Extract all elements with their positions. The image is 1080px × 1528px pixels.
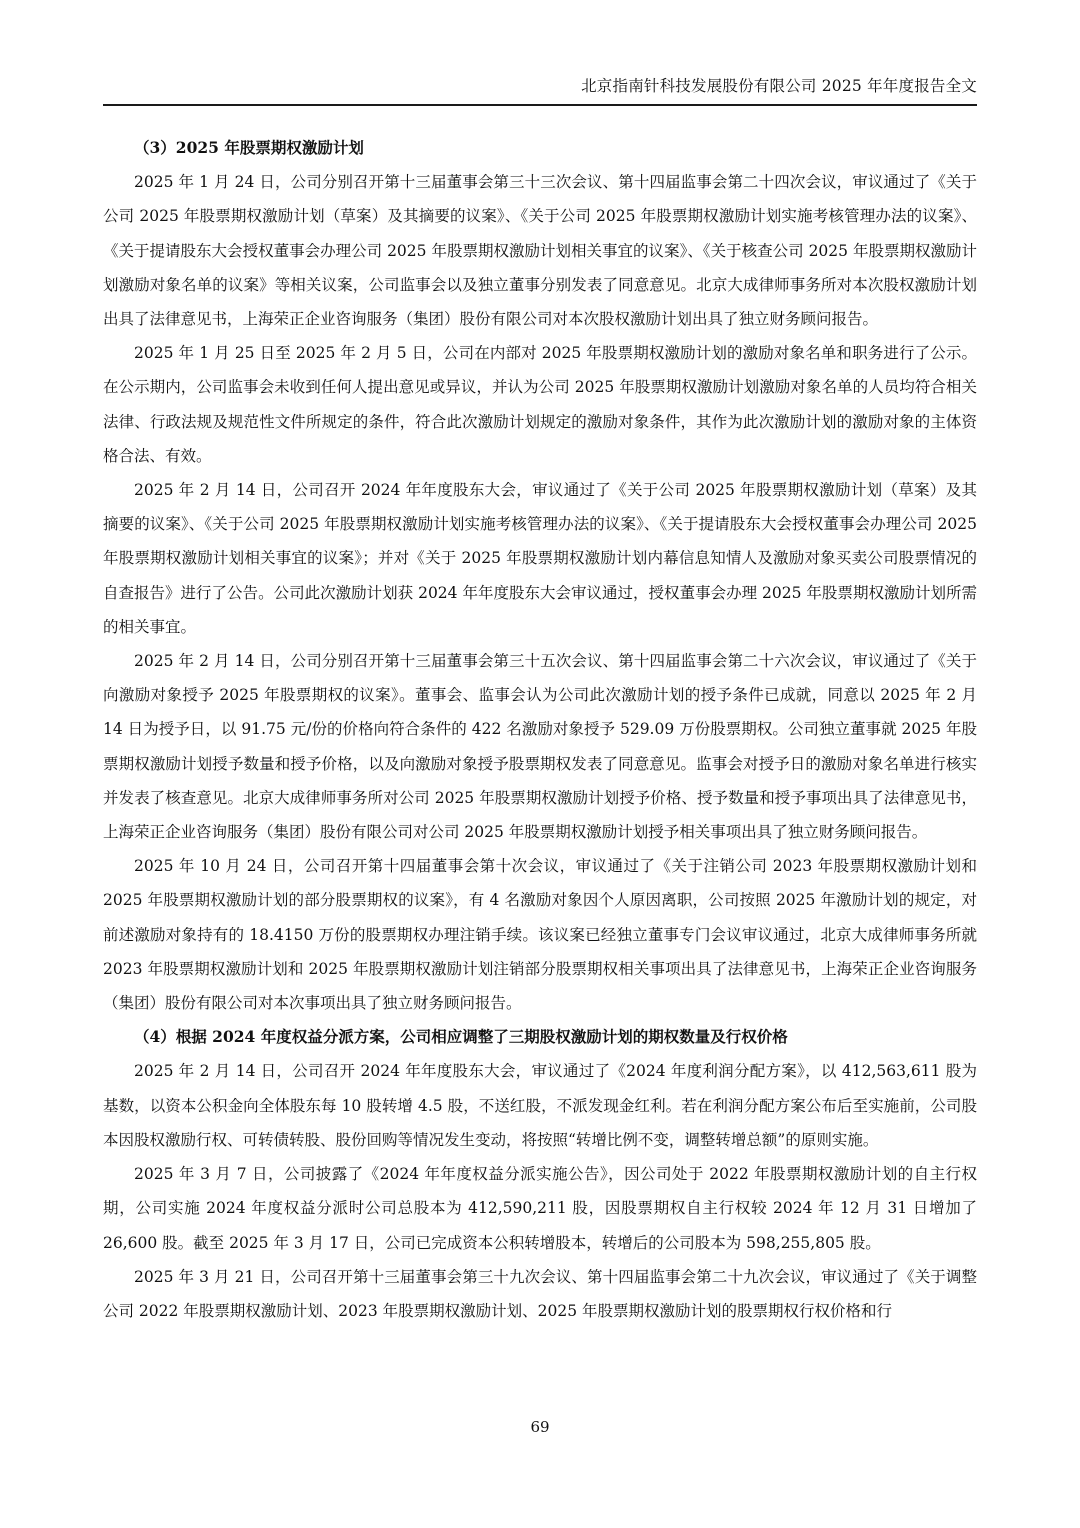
paragraph: 2025 年 3 月 21 日，公司召开第十三届董事会第三十九次会议、第十四届监事会第二十九次会议，审议通过了《关于调整公司 2022 年股票期权激励计划、2023 年股票期权激励计划、2025 年股票期权激励计划的股票期权行权价格和行 bbox=[103, 1267, 977, 1320]
page-number: 69 bbox=[530, 1418, 550, 1436]
paragraph: 2025 年 2 月 14 日，公司分别召开第十三届董事会第三十五次会议、第十四届监事会第二十六次会议，审议通过了《关于向激励对象授予 2025 年股票期权的议案》。董事会、监事会认为公司此次激励计划的授予条件已成就，同意以 2025 年 2 月 14 日为授予日，以 91.75 元/份的价格向符合条件的 422 名激励对象授予 529.09 万份股票期权。公司独立董事就 2025 年股票期权激励计划授予数量和授予价格，以及向激励对象授予股票期权发表了同意意见。监事会对授予日的激励对象名单进行核实并发表了核查意见。北京大成律师事务所对公司 2025 年股票期权激励计划授予价格、授予数量和授予事项出具了法律意见书，上海荣正企业咨询服务（集团）股份有限公司对公司 2025 年股票期权激励计划授予相关事项出具了独立财务顾问报告。 bbox=[103, 652, 977, 842]
section-heading-4: （4）根据 2024 年度权益分派方案，公司相应调整了三期股权激励计划的期权数量及行权价格 bbox=[134, 1027, 788, 1047]
paragraph: 2025 年 2 月 14 日，公司召开 2024 年年度股东大会，审议通过了《关于公司 2025 年股票期权激励计划（草案）及其摘要的议案》、《关于公司 2025 年股票期权激励计划实施考核管理办法的议案》、《关于提请股东大会授权董事会办理公司 2025 年股票期权激励计划相关事宜的议案》；并对《关于 2025 年股票期权激励计划内幕信息知情人及激励对象买卖公司股票情况的自查报告》进行了公告。公司此次激励计划获 2024 年年度股东大会审议通过，授权董事会办理 2025 年股票期权激励计划所需的相关事宜。 bbox=[103, 481, 977, 636]
document-body bbox=[103, 131, 977, 1328]
paragraph: 2025 年 2 月 14 日，公司召开 2024 年年度股东大会，审议通过了《2024 年度利润分配方案》，以 412,563,611 股为基数，以资本公积金向全体股东每 10 股转增 4.5 股，不送红股，不派发现金红利。若在利润分配方案公布后至实施前，公司股本因股权激励行权、可转债转股、股份回购等情况发生变动，将按照“转增比例不变，调整转增总额”的原则实施。 bbox=[103, 1062, 977, 1149]
section-heading-3: （3）2025 年股票期权激励计划 bbox=[134, 138, 364, 157]
report-title: 北京指南针科技发展股份有限公司 2025 年年度报告全文 bbox=[581, 77, 977, 95]
paragraph: 2025 年 1 月 25 日至 2025 年 2 月 5 日，公司在内部对 2025 年股票期权激励计划的激励对象名单和职务进行了公示。在公示期内，公司监事会未收到任何人提出意见或异议，并认为公司 2025 年股票期权激励计划激励对象名单的人员均符合相关法律、行政法规及规范性文件所规定的条件，符合此次激励计划规定的激励对象条件，其作为此次激励计划的激励对象的主体资格合法、有效。 bbox=[103, 344, 977, 465]
paragraph: 2025 年 10 月 24 日，公司召开第十四届董事会第十次会议，审议通过了《关于注销公司 2023 年股票期权激励计划和 2025 年股票期权激励计划的部分股票期权的议案》，有 4 名激励对象因个人原因离职，公司按照 2025 年激励计划的规定，对前述激励对象持有的 18.4150 万份的股票期权办理注销手续。该议案已经独立董事专门会议审议通过，北京大成律师事务所就 2023 年股票期权激励计划和 2025 年股票期权激励计划注销部分股票期权相关事项出具了法律意见书，上海荣正企业咨询服务（集团）股份有限公司对本次事项出具了独立财务顾问报告。 bbox=[103, 857, 977, 1013]
page-header bbox=[103, 74, 977, 106]
paragraph: 2025 年 1 月 24 日，公司分别召开第十三届董事会第三十三次会议、第十四届监事会第二十四次会议，审议通过了《关于公司 2025 年股票期权激励计划（草案）及其摘要的议案》、《关于公司 2025 年股票期权激励计划实施考核管理办法的议案》、《关于提请股东大会授权董事会办理公司 2025 年股票期权激励计划相关事宜的议案》、《关于核查公司 2025 年股票期权激励计划激励对象名单的议案》等相关议案，公司监事会以及独立董事分别发表了同意意见。北京大成律师事务所对本次股权激励计划出具了法律意见书，上海荣正企业咨询服务（集团）股份有限公司对本次股权激励计划出具了独立财务顾问报告。 bbox=[103, 173, 977, 329]
paragraph: 2025 年 3 月 7 日，公司披露了《2024 年年度权益分派实施公告》，因公司处于 2022 年股票期权激励计划的自主行权期，公司实施 2024 年度权益分派时公司总股本为 412,590,211 股，因股票期权自主行权较 2024 年 12 月 31 日增加了 26,600 股。截至 2025 年 3 月 17 日，公司已完成资本公积转增股本，转增后的公司股本为 598,255,805 股。 bbox=[103, 1165, 977, 1252]
